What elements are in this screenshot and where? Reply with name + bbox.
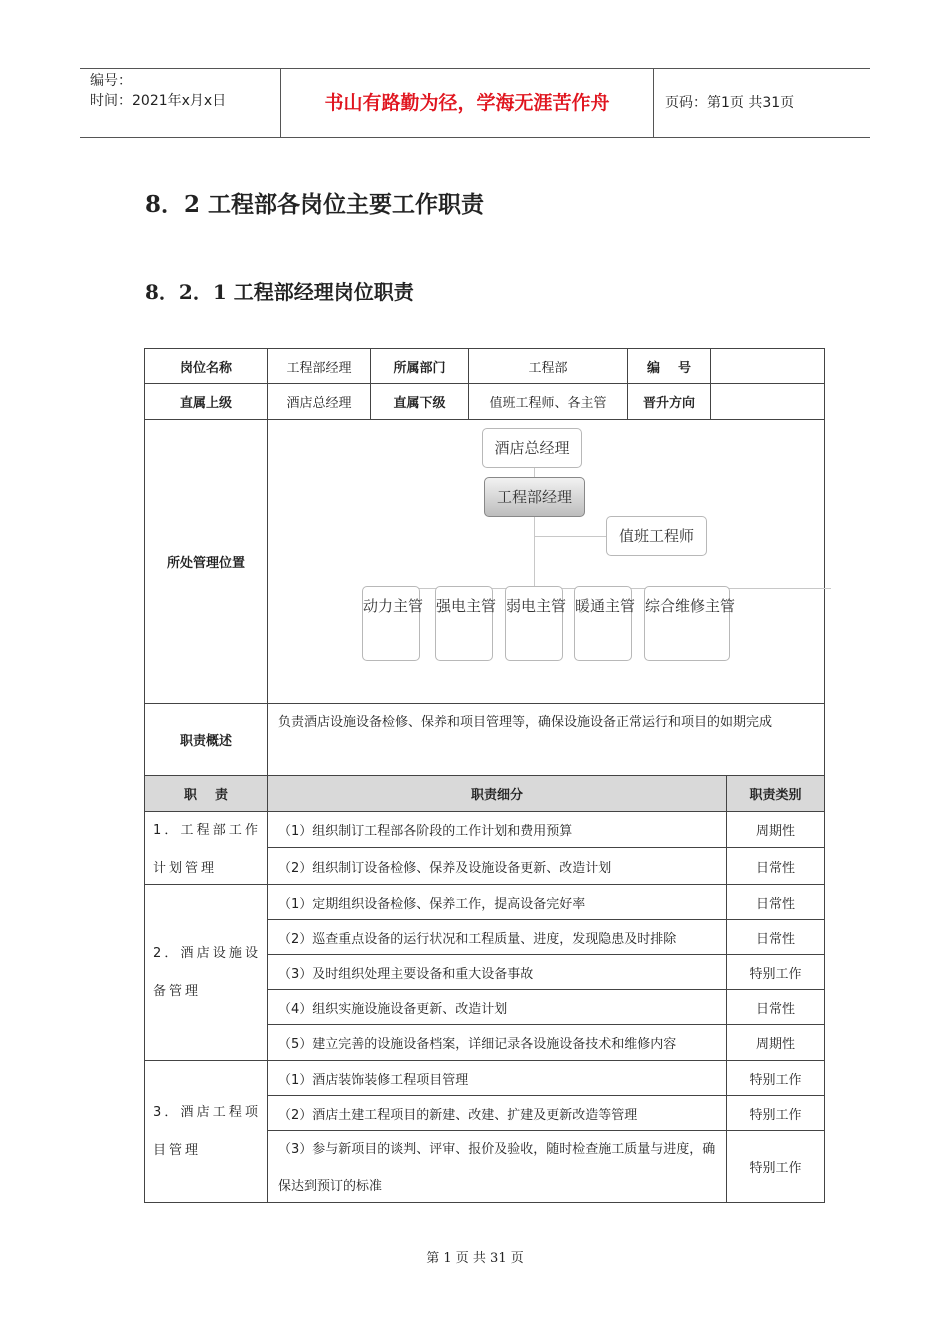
org-box-sub: 强电主管 bbox=[435, 586, 493, 661]
duty-title bbox=[144, 884, 268, 1061]
org-box-manager: 工程部经理 bbox=[484, 477, 585, 517]
duty-detail: （1）组织制订工程部各阶段的工作计划和费用预算 bbox=[267, 811, 727, 848]
overview-label: 职责概述 bbox=[144, 703, 268, 776]
overview-text: 负责酒店设施设备检修、保养和项目管理等，确保设施设备正常运行和项目的如期完成 bbox=[267, 703, 825, 776]
post-name-label: 岗位名称 bbox=[144, 348, 268, 384]
org-box-top: 酒店总经理 bbox=[482, 428, 582, 468]
duty-title-text: 2．酒店设施设备管理 bbox=[153, 945, 261, 999]
duty-detail: （2）酒店土建工程项目的新建、改建、扩建及更新改造等管理 bbox=[267, 1095, 727, 1131]
superior-value: 酒店总经理 bbox=[267, 383, 371, 420]
subordinate-label: 直属下级 bbox=[370, 383, 469, 420]
org-line bbox=[534, 536, 607, 537]
header-page-label: 页码：第1页 共31页 bbox=[665, 95, 795, 111]
header-motto: 书山有路勤为径，学海无涯苦作舟 bbox=[281, 69, 654, 137]
section-title: 8．2 工程部各岗位主要工作职责 bbox=[145, 191, 485, 218]
subordinate-value: 值班工程师、各主管 bbox=[468, 383, 628, 420]
duty-title bbox=[144, 1060, 268, 1203]
duty-type: 特别工作 bbox=[726, 954, 825, 990]
job-table bbox=[144, 348, 825, 1203]
org-box-sub: 弱电主管 bbox=[505, 586, 563, 661]
dept-value: 工程部 bbox=[468, 348, 628, 384]
post-name-value: 工程部经理 bbox=[267, 348, 371, 384]
col-type: 职责类别 bbox=[726, 775, 825, 812]
duty-detail: （3）参与新项目的谈判、评审、报价及验收，随时检查施工质量与进度，确保达到预订的标准 bbox=[267, 1130, 727, 1203]
org-chart bbox=[268, 420, 825, 703]
col-duty: 职 责 bbox=[144, 775, 268, 812]
org-box-sub: 动力主管 bbox=[362, 586, 420, 661]
duty-title-text: 1．工程部工作计划管理 bbox=[153, 823, 261, 876]
number-label: 编号： bbox=[90, 73, 132, 89]
org-box-sub: 暖通主管 bbox=[574, 586, 632, 661]
duty-type: 周期性 bbox=[726, 811, 825, 848]
duty-title bbox=[144, 811, 268, 885]
duty-type: 特别工作 bbox=[726, 1130, 825, 1203]
org-line bbox=[534, 516, 535, 588]
org-box-assistant: 值班工程师 bbox=[606, 516, 707, 556]
duty-detail: （4）组织实施设施设备更新、改造计划 bbox=[267, 989, 727, 1025]
duty-type: 周期性 bbox=[726, 1024, 825, 1061]
code-value bbox=[710, 348, 825, 384]
duty-detail: （1）定期组织设备检修、保养工作，提高设备完好率 bbox=[267, 884, 727, 920]
page-header bbox=[80, 68, 870, 138]
duty-type: 日常性 bbox=[726, 847, 825, 885]
subsection-title: 8．2．1 工程部经理岗位职责 bbox=[145, 280, 414, 304]
col-detail: 职责细分 bbox=[267, 775, 727, 812]
duty-type: 特别工作 bbox=[726, 1060, 825, 1096]
position-label: 所处管理位置 bbox=[144, 419, 268, 704]
duty-detail: （2）组织制订设备检修、保养及设施设备更新、改造计划 bbox=[267, 847, 727, 885]
duty-type: 日常性 bbox=[726, 989, 825, 1025]
page-footer: 第 1 页 共 31 页 bbox=[426, 1251, 524, 1266]
org-box-sub: 综合维修主管 bbox=[644, 586, 730, 661]
promotion-value bbox=[710, 383, 825, 420]
duty-type: 特别工作 bbox=[726, 1095, 825, 1131]
duty-title-text: 3．酒店工程项目管理 bbox=[153, 1104, 261, 1158]
code-label: 编 号 bbox=[627, 348, 711, 384]
duty-type: 日常性 bbox=[726, 884, 825, 920]
time-label: 时间：2021年x月x日 bbox=[90, 93, 227, 109]
superior-label: 直属上级 bbox=[144, 383, 268, 420]
duty-detail: （2）巡查重点设备的运行状况和工程质量、进度，发现隐患及时排除 bbox=[267, 919, 727, 955]
duty-detail: （5）建立完善的设施设备档案，详细记录各设施设备技术和维修内容 bbox=[267, 1024, 727, 1061]
duty-type: 日常性 bbox=[726, 919, 825, 955]
duty-detail: （1）酒店装饰装修工程项目管理 bbox=[267, 1060, 727, 1096]
promotion-label: 晋升方向 bbox=[627, 383, 711, 420]
dept-label: 所属部门 bbox=[370, 348, 469, 384]
header-meta bbox=[80, 69, 281, 137]
duty-detail: （3）及时组织处理主要设备和重大设备事故 bbox=[267, 954, 727, 990]
